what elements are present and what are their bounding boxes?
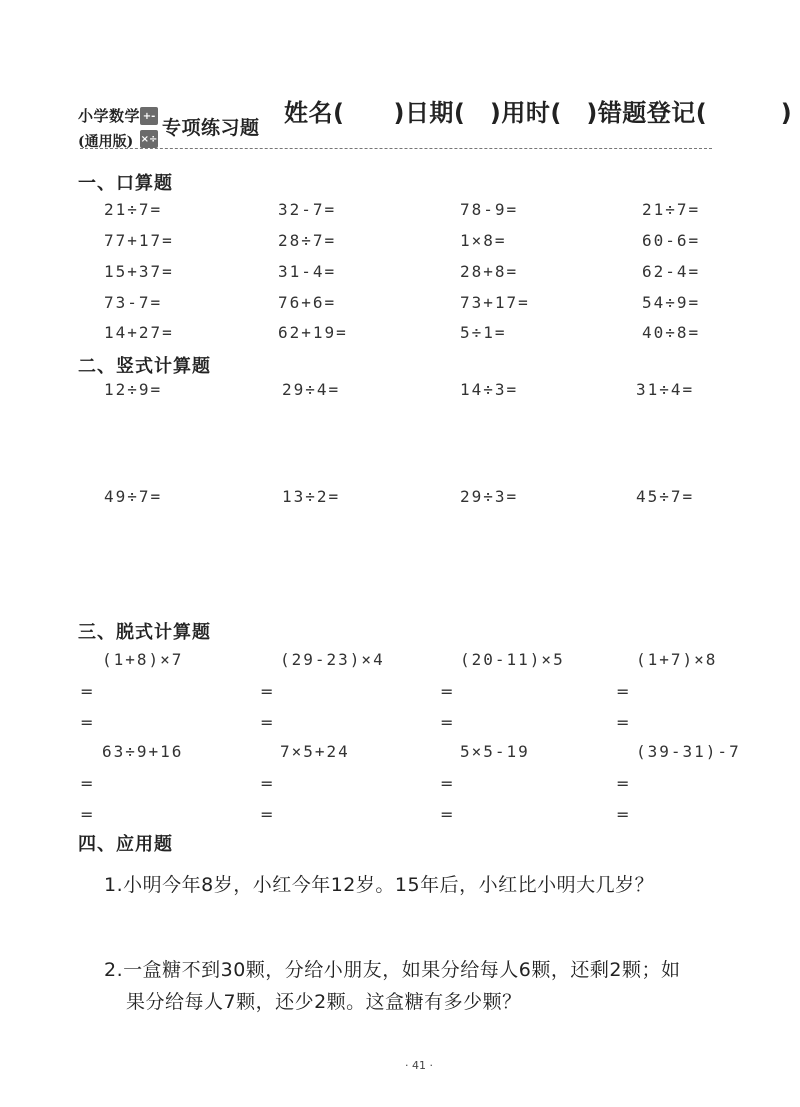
header-divider [80, 148, 712, 149]
equals-sign: = [260, 805, 274, 824]
brand-title: 专项练习题 [162, 117, 260, 139]
equals-sign: = [260, 713, 274, 732]
oral-problem: 76+6= [278, 293, 337, 312]
time-field[interactable]: 用时( ) [501, 99, 598, 127]
section4-title: 四、应用题 [78, 834, 173, 855]
oral-problem: 1×8= [460, 231, 507, 250]
oral-problem: 78-9= [460, 200, 519, 219]
section3-title: 三、脱式计算题 [78, 622, 211, 643]
page-number: · 41 · [405, 1059, 433, 1072]
oral-problem: 62-4= [642, 262, 701, 281]
vertical-problem: 14÷3= [460, 380, 519, 399]
step-problem: (20-11)×5 [460, 650, 565, 669]
equals-sign: = [616, 774, 630, 793]
section1-title: 一、口算题 [78, 173, 173, 194]
equals-sign: = [260, 682, 274, 701]
equals-sign: = [440, 713, 454, 732]
error-record-field[interactable]: 错题登记( ) [597, 99, 793, 127]
equals-sign: = [260, 774, 274, 793]
oral-problem: 77+17= [104, 231, 174, 250]
word-problem-1: 1.小明今年8岁，小红今年12岁。15年后，小红比小明大几岁？ [104, 874, 655, 896]
step-problem: 63÷9+16 [102, 742, 184, 761]
equals-sign: = [616, 805, 630, 824]
oral-problem: 54÷9= [642, 293, 701, 312]
step-problem: (29-23)×4 [280, 650, 385, 669]
oral-problem: 31-4= [278, 262, 337, 281]
step-problem: (1+7)×8 [636, 650, 718, 669]
step-problem: (1+8)×7 [102, 650, 184, 669]
vertical-problem: 29÷3= [460, 487, 519, 506]
oral-problem: 21÷7= [642, 200, 701, 219]
vertical-problem: 13÷2= [282, 487, 341, 506]
equals-sign: = [440, 805, 454, 824]
equals-sign: = [80, 682, 94, 701]
equals-sign: = [440, 774, 454, 793]
equals-sign: = [80, 805, 94, 824]
equals-sign: = [616, 682, 630, 701]
section2-title: 二、竖式计算题 [78, 356, 211, 377]
date-field[interactable]: 日期( ) [404, 99, 502, 127]
brand-line2: (通用版) [78, 134, 134, 150]
oral-problem: 62+19= [278, 323, 348, 342]
oral-problem: 28÷7= [278, 231, 337, 250]
equals-sign: = [80, 774, 94, 793]
vertical-problem: 29÷4= [282, 380, 341, 399]
vertical-problem: 45÷7= [636, 487, 695, 506]
student-info-line [284, 93, 792, 128]
step-problem: (39-31)-7 [636, 742, 741, 761]
vertical-problem: 12÷9= [104, 380, 163, 399]
step-problem: 5×5-19 [460, 742, 530, 761]
word-problem-2-line2: 果分给每人7颗，还少2颗。这盒糖有多少颗？ [126, 991, 522, 1013]
plus-minus-icon: +- [140, 107, 158, 125]
oral-problem: 60-6= [642, 231, 701, 250]
word-problem-2-line1: 2.一盒糖不到30颗，分给小朋友，如果分给每人6颗，还剩2颗；如 [104, 959, 681, 981]
oral-problem: 73-7= [104, 293, 163, 312]
oral-problem: 15+37= [104, 262, 174, 281]
equals-sign: = [80, 713, 94, 732]
brand-line1: 小学数学 [78, 107, 141, 125]
oral-problem: 5÷1= [460, 323, 507, 342]
oral-problem: 40÷8= [642, 323, 701, 342]
oral-problem: 73+17= [460, 293, 530, 312]
times-divide-icon: ×÷ [140, 130, 158, 148]
oral-problem: 28+8= [460, 262, 519, 281]
equals-sign: = [440, 682, 454, 701]
vertical-problem: 49÷7= [104, 487, 163, 506]
step-problem: 7×5+24 [280, 742, 350, 761]
oral-problem: 21÷7= [104, 200, 163, 219]
equals-sign: = [616, 713, 630, 732]
vertical-problem: 31÷4= [636, 380, 695, 399]
name-field[interactable]: 姓名( ) [284, 99, 405, 127]
oral-problem: 32-7= [278, 200, 337, 219]
oral-problem: 14+27= [104, 323, 174, 342]
